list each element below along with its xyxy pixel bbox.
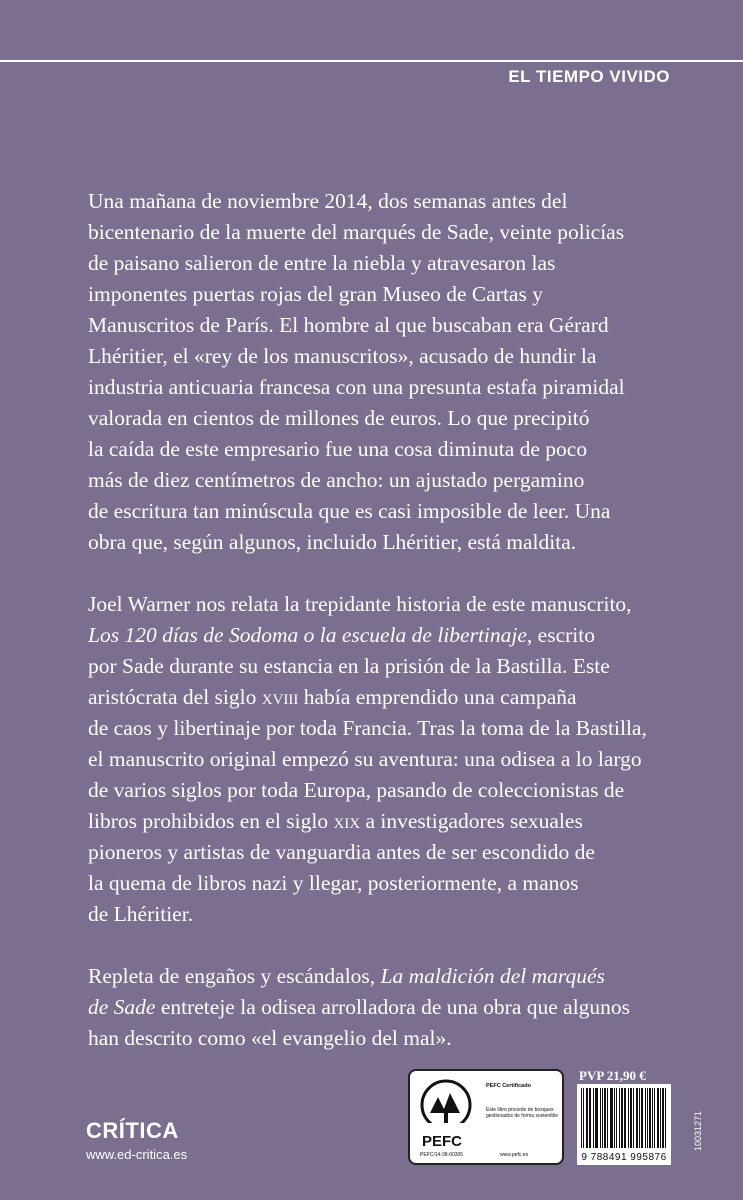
pefc-code: PEFC/14-38-00305: [420, 1152, 464, 1158]
blurb-text: libros prohibidos en el siglo: [88, 809, 334, 833]
barcode-bar: [631, 1088, 632, 1148]
blurb-line: Una mañana de noviembre 2014, dos semanas antes del: [88, 189, 568, 213]
barcode-bar: [665, 1088, 666, 1148]
barcode-bar: [589, 1088, 590, 1148]
book-title: La maldición del marqués: [380, 964, 605, 988]
blurb-paragraph-2: [88, 589, 688, 930]
barcode-bar: [657, 1088, 658, 1148]
barcode-bar: [645, 1088, 646, 1148]
barcode-bar: [621, 1088, 622, 1148]
barcode-bar: [583, 1088, 584, 1148]
barcode-bar: [607, 1088, 608, 1148]
barcode-bar: [596, 1088, 597, 1148]
barcode-bar: [595, 1088, 596, 1148]
barcode-bar: [586, 1088, 587, 1148]
book-title: Los 120 días de Sodoma o la escuela de libertinaje: [88, 623, 527, 647]
barcode-bar: [652, 1088, 653, 1148]
barcode-bar: [658, 1088, 659, 1148]
blurb-line: de varios siglos por toda Europa, pasando de coleccionistas de: [88, 778, 625, 802]
blurb-line: Manuscritos de París. El hombre al que buscaban era Gérard: [88, 313, 609, 337]
barcode-bar: [654, 1088, 655, 1148]
barcode-bar: [581, 1088, 582, 1148]
blurb-line: obra que, según algunos, incluido Lhéritier, está maldita.: [88, 530, 577, 554]
barcode-bar: [637, 1088, 638, 1148]
price-label: PVP 21,90 €: [579, 1068, 646, 1083]
blurb-line: de Lhéritier.: [88, 902, 194, 926]
barcode-bar: [590, 1088, 591, 1148]
publisher-website: www.ed-critica.es: [86, 1147, 188, 1162]
collection-name: EL TIEMPO VIVIDO: [508, 67, 670, 86]
top-rule: [0, 60, 743, 62]
barcode-bar: [642, 1088, 643, 1148]
blurb-line: [88, 682, 688, 713]
barcode-bar: [593, 1088, 594, 1148]
century-numeral: xviii: [261, 685, 299, 709]
back-cover-blurb: [88, 186, 688, 1085]
barcode-bar: [625, 1088, 626, 1148]
barcode-bar: [610, 1088, 611, 1148]
pefc-tree-icon: [420, 1079, 472, 1135]
barcode-bar: [650, 1088, 651, 1148]
barcode-bar: [660, 1088, 661, 1148]
blurb-line: bicentenario de la muerte del marqués de Sade, veinte policías: [88, 220, 625, 244]
pefc-note: Este libro procede de bosques gestionados de forma sostenible: [486, 1107, 558, 1119]
barcode-bar: [602, 1088, 603, 1148]
blurb-line: por Sade durante su estancia en la prisión de la Bastilla. Este: [88, 654, 610, 678]
barcode-bar: [662, 1088, 663, 1148]
barcode-bar: [611, 1088, 612, 1148]
barcode-bar: [612, 1088, 613, 1148]
barcode-bar: [628, 1088, 629, 1148]
blurb-text: aristócrata del siglo: [88, 685, 262, 709]
pefc-site: www.pefc.es: [500, 1152, 529, 1158]
pefc-brand: PEFC: [422, 1133, 463, 1150]
barcode-bar: [600, 1088, 601, 1148]
blurb-paragraph-1: [88, 186, 688, 558]
blurb-text: Repleta de engaños y escándalos,: [88, 964, 381, 988]
blurb-line: [88, 961, 688, 992]
blurb-line: [88, 806, 688, 837]
barcode-bar: [622, 1088, 623, 1148]
barcode-bar: [604, 1088, 605, 1148]
publisher-logo: CRÍTICA: [86, 1118, 179, 1143]
blurb-line: industria anticuaria francesa con una presunta estafa piramidal: [88, 375, 625, 399]
blurb-line: pioneros y artistas de vanguardia antes de ser escondido de: [88, 840, 595, 864]
blurb-line: más de diez centímetros de ancho: un ajustado pergamino: [88, 468, 585, 492]
blurb-line: imponentes puertas rojas del gran Museo de Cartas y: [88, 282, 543, 306]
blurb-line: de escritura tan minúscula que es casi imposible de leer. Una: [88, 499, 611, 523]
blurb-line: la caída de este empresario fue una cosa diminuta de poco: [88, 437, 588, 461]
blurb-line: de caos y libertinaje por toda Francia. Tras la toma de la Bastilla,: [88, 716, 647, 740]
barcode-bar: [624, 1088, 625, 1148]
isbn-barcode: [577, 1084, 671, 1165]
barcode-bar: [649, 1088, 650, 1148]
blurb-line: [88, 992, 688, 1023]
barcode-bar: [636, 1088, 637, 1148]
barcode-bar: [597, 1088, 598, 1148]
barcode-bar: [619, 1088, 620, 1148]
internal-code: 10031271: [693, 1110, 704, 1152]
barcode-bar: [633, 1088, 634, 1148]
barcode-bar: [616, 1088, 617, 1148]
blurb-line: valorada en cientos de millones de euros. Lo que precipitó: [88, 406, 590, 430]
blurb-line: el manuscrito original empezó su aventura: una odisea a lo largo: [88, 747, 642, 771]
book-title: de Sade: [88, 995, 156, 1019]
pefc-certified: PEFC Certificado: [486, 1083, 531, 1089]
barcode-digits: 9 788491 995876: [581, 1152, 667, 1163]
pefc-certification-label: [408, 1069, 564, 1165]
blurb-line: [88, 620, 688, 651]
barcode-bar: [605, 1088, 606, 1148]
barcode-bar: [663, 1088, 664, 1148]
barcode-bar: [647, 1088, 648, 1148]
barcode-bar: [587, 1088, 588, 1148]
blurb-text: a investigadores sexuales: [360, 809, 583, 833]
barcode-bar: [641, 1088, 642, 1148]
blurb-text: , escrito: [526, 623, 595, 647]
barcode-bar: [630, 1088, 631, 1148]
barcode-bars: [577, 1084, 671, 1152]
barcode-bar: [639, 1088, 640, 1148]
blurb-line: Lhéritier, el «rey de los manuscritos», acusado de hundir la: [88, 344, 597, 368]
blurb-line: de paisano salieron de entre la niebla y atravesaron las: [88, 251, 556, 275]
blurb-text: había emprendido una campaña: [298, 685, 577, 709]
blurb-line: la quema de libros nazi y llegar, posteriormente, a manos: [88, 871, 579, 895]
century-numeral: xix: [333, 809, 361, 833]
blurb-paragraph-3: [88, 961, 688, 1054]
blurb-text: entreteje la odisea arrolladora de una obra que algunos: [155, 995, 631, 1019]
barcode-bar: [614, 1088, 615, 1148]
blurb-line: han descrito como «el evangelio del mal».: [88, 1026, 452, 1050]
blurb-line: Joel Warner nos relata la trepidante historia de este manuscrito,: [88, 592, 632, 616]
